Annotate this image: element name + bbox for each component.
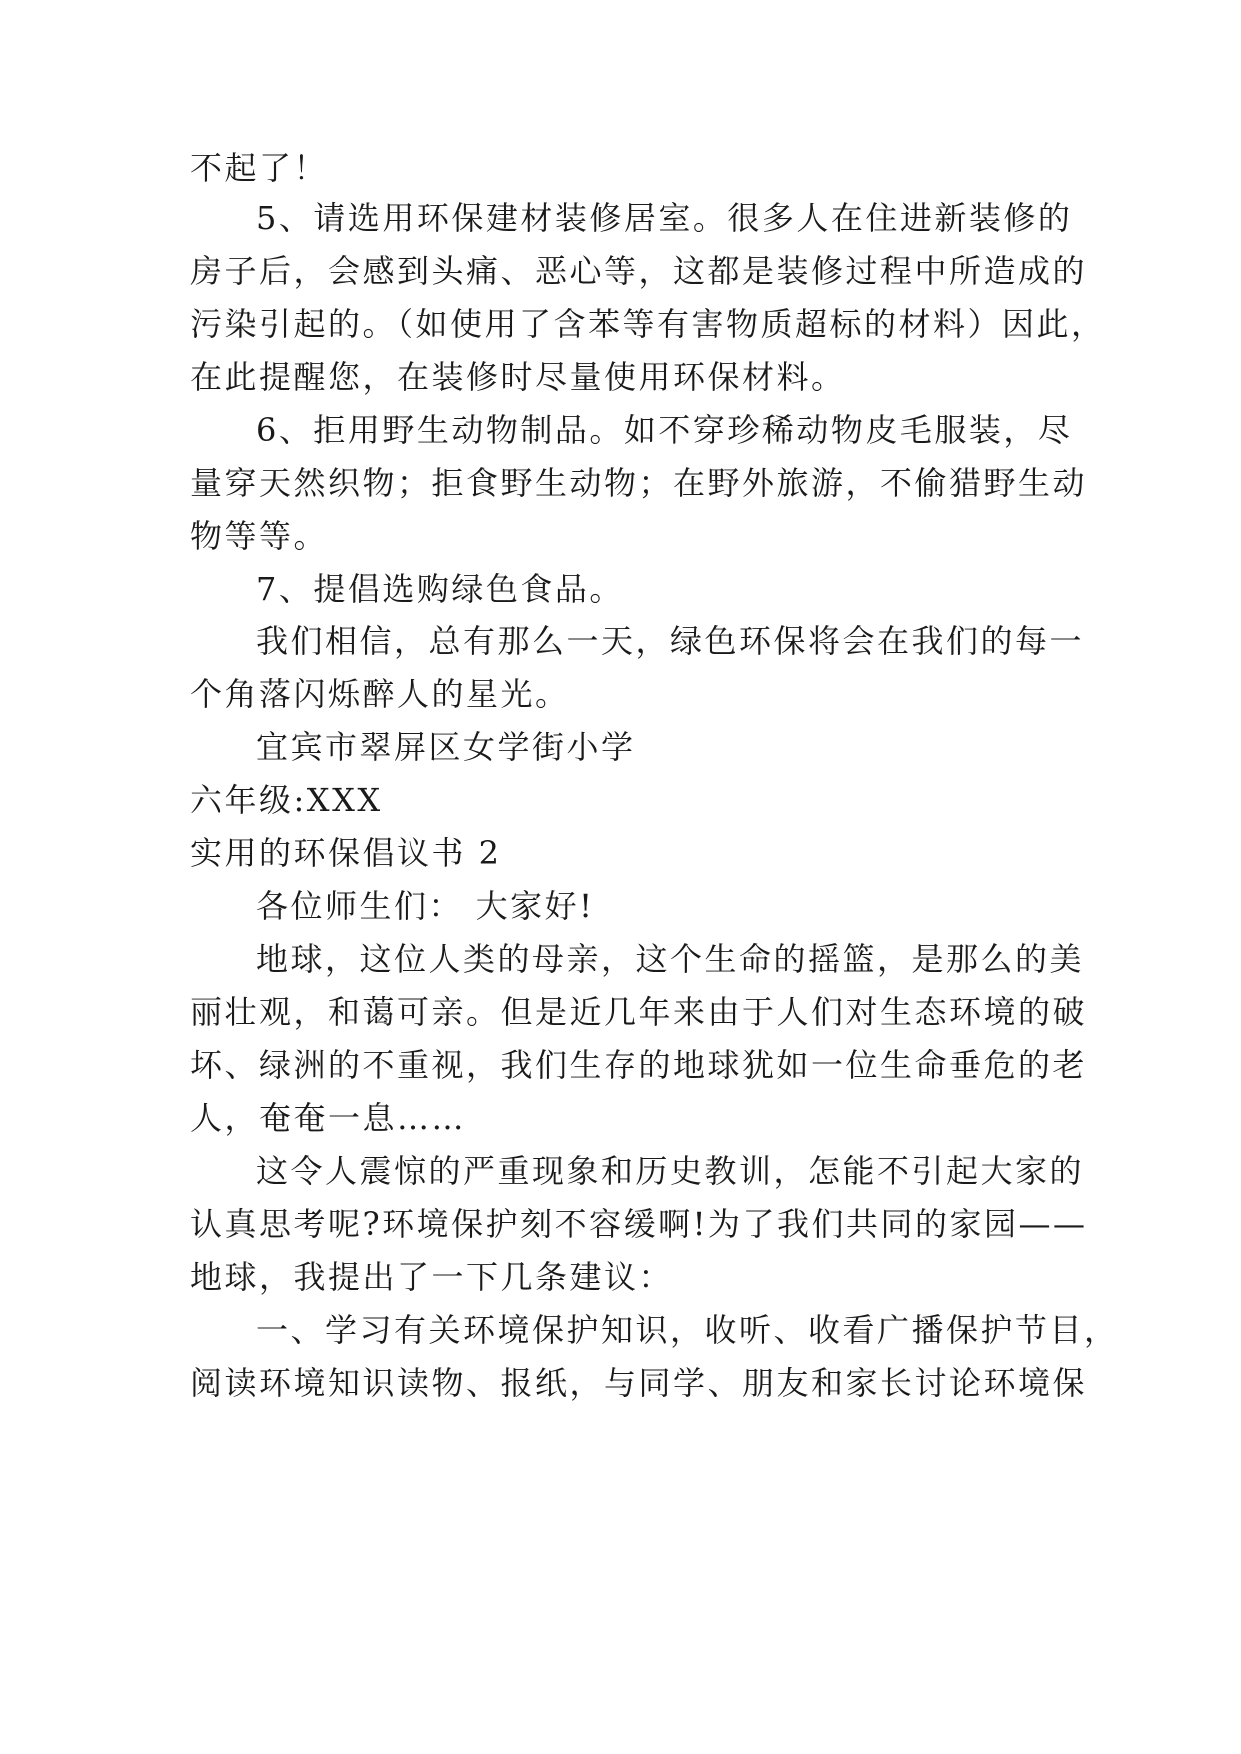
text-line: 量穿天然织物；拒食野生动物；在野外旅游，不偷猎野生动 — [190, 464, 1088, 502]
text-line: 实用的环保倡议书 2 — [190, 834, 502, 872]
text-line: 各位师生们： 大家好! — [256, 887, 595, 925]
text-line: 丽壮观，和蔼可亲。但是近几年来由于人们对生态环境的破 — [190, 993, 1088, 1031]
text-line: 6、拒用野生动物制品。如不穿珍稀动物皮毛服装，尽 — [256, 411, 1073, 449]
text-line: 个角落闪烁醉人的星光。 — [190, 675, 570, 713]
text-line: 地球，这位人类的母亲，这个生命的摇篮，是那么的美 — [256, 940, 1085, 978]
text-line: 认真思考呢?环境保护刻不容缓啊!为了我们共同的家园—— — [190, 1205, 1088, 1243]
text-line: 不起了！ — [190, 149, 329, 187]
text-line: 这令人震惊的严重现象和历史教训，怎能不引起大家的 — [256, 1152, 1085, 1190]
text-line: 一、学习有关环境保护知识，收听、收看广播保护节目， — [256, 1311, 1119, 1349]
text-line: 宜宾市翠屏区女学街小学 — [256, 728, 636, 766]
text-line: 坏、绿洲的不重视，我们生存的地球犹如一位生命垂危的老 — [190, 1046, 1088, 1084]
text-line: 5、请选用环保建材装修居室。很多人在住进新装修的 — [256, 199, 1073, 237]
text-line: 污染引起的。（如使用了含苯等有害物质超标的材料）因此， — [190, 305, 1106, 343]
text-line: 六年级:XXX — [190, 781, 383, 819]
text-line: 房子后，会感到头痛、恶心等，这都是装修过程中所造成的 — [190, 252, 1088, 290]
text-line: 地球，我提出了一下几条建议： — [190, 1258, 674, 1296]
text-line: 人，奄奄一息…… — [190, 1099, 467, 1137]
text-line: 阅读环境知识读物、报纸，与同学、朋友和家长讨论环境保 — [190, 1364, 1088, 1402]
text-line: 在此提醒您，在装修时尽量使用环保材料。 — [190, 358, 846, 396]
text-line: 我们相信，总有那么一天，绿色环保将会在我们的每一 — [256, 622, 1085, 660]
text-line: 物等等。 — [190, 517, 329, 555]
text-line: 7、提倡选购绿色食品。 — [256, 570, 624, 608]
